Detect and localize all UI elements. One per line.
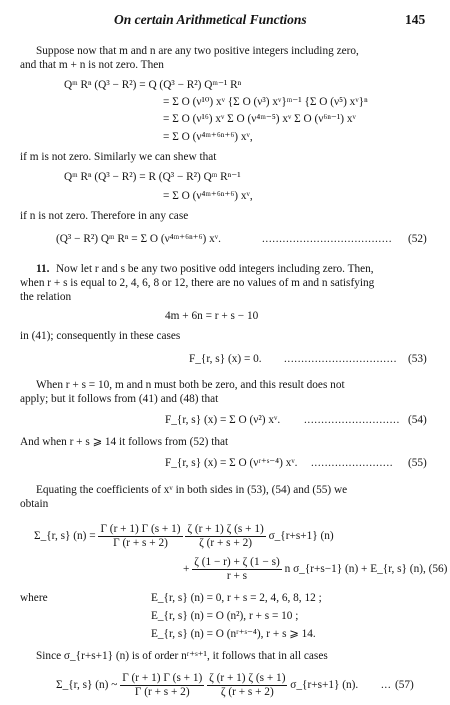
fraction-denominator: ζ (r + s + 2) [199,537,252,549]
fraction-denominator: Γ (r + s + 2) [134,686,190,698]
text-line: obtain [20,498,49,510]
text-line: and that m + n is not zero. Then [20,59,164,71]
equation-term: + [183,563,190,576]
dot-leader: ........................ [311,457,394,469]
equation-line: F_{r, s} (x) = Σ O (ν²) xᵛ. [165,414,281,426]
fraction-numerator: ζ (r + 1) ζ (s + 1) [209,672,286,684]
dot-leader: ................................. [284,353,397,365]
text-line: And when r + s ⩾ 14 it follows from (52) that [20,436,229,448]
equation-line: = Σ O (ν¹⁶) xᵛ Σ O (ν⁴ᵐ⁻⁵) xᵛ Σ O (ν⁶ⁿ⁻¹) xᵛ [163,113,356,125]
fraction [207,672,287,699]
equation-56-line-2 [183,556,447,583]
dot-leader: ... [381,679,392,691]
equation-line: (Q³ − R²) Qᵐ Rⁿ = Σ O (ν⁴ᵐ⁺⁶ⁿ⁺⁶) xᵛ. [56,233,221,245]
text-line: When r + s = 10, m and n must both be zero, and this result does not [36,379,345,391]
fraction-numerator: ζ (1 − r) + ζ (1 − s) [194,556,280,568]
text-line: the relation [20,291,72,303]
equation-line: F_{r, s} (x) = 0. [189,353,262,365]
text-line: if n is not zero. Therefore in any case [20,210,189,222]
equation-line: = Σ O (ν⁴ᵐ⁺⁶ⁿ⁺⁶) xᵛ, [163,190,253,202]
equation-line: E_{r, s} (n) = O (n²), r + s = 10 ; [151,610,299,622]
text-line: Suppose now that m and n are any two positive integers including zero, [36,45,359,57]
equation-number: (55) [408,457,427,469]
equation-line: Qᵐ Rⁿ (Q³ − R²) = R (Q³ − R²) Qᵐ Rⁿ⁻¹ [64,171,241,183]
equation-line: = Σ O (ν¹⁰) xᵛ {Σ O (ν³) xᵛ}ᵐ⁻¹ {Σ O (ν⁵) xᵛ}ⁿ [163,96,368,108]
equation-line: 4m + 6n = r + s − 10 [165,310,259,322]
equation-number: (57) [395,679,414,691]
fraction [185,523,265,550]
fraction [120,672,204,699]
equation-number: (54) [408,414,427,426]
fraction [98,523,182,550]
fraction-denominator: Γ (r + s + 2) [113,537,168,549]
section-number: 11. [36,263,50,275]
text-line: Now let r and s be any two positive odd integers including zero. Then, [56,263,374,275]
text-line: if m is not zero. Similarly we can shew that [20,151,217,163]
dot-leader: ...................................... [262,233,393,245]
running-header: On certain Arithmetical Functions [114,12,307,27]
page-number: 145 [405,12,426,27]
fraction-denominator: r + s [226,570,248,582]
text-line: in (41); consequently in these cases [20,330,181,342]
equation-line: E_{r, s} (n) = O (nʳ⁺ˢ⁻⁴), r + s ⩾ 14. [151,628,316,640]
equation-term: Σ_{r, s} (n) = [34,530,96,543]
fraction [192,556,282,583]
equation-56-line-1 [34,523,334,550]
equation-line: E_{r, s} (n) = 0, r + s = 2, 4, 6, 8, 12 ; [151,592,322,604]
equation-number: (53) [408,353,427,365]
equation-term: σ_{r+s+1} (n) [268,530,334,543]
text-line: when r + s is equal to 2, 4, 6, 8 or 12, there are no values of m and n satisfying [20,277,375,289]
equation-57-line [56,672,358,699]
dot-leader: ............................ [304,414,400,426]
equation-line: Qᵐ Rⁿ (Q³ − R²) = Q (Q³ − R²) Qᵐ⁻¹ Rⁿ [64,79,242,91]
equation-number: (52) [408,233,427,245]
text-line: Since σ_{r+s+1} (n) is of order nʳ⁺ˢ⁺¹, it follows that in all cases [36,650,328,662]
text-line: where [20,592,48,604]
fraction-numerator: Γ (r + 1) Γ (s + 1) [100,523,181,535]
equation-line: F_{r, s} (x) = Σ O (νʳ⁺ˢ⁻⁴) xᵛ. [165,457,298,469]
equation-term: n σ_{r+s−1} (n) + E_{r, s} (n), (56) [284,563,448,576]
equation-term: Σ_{r, s} (n) ~ [56,679,118,692]
fraction-numerator: ζ (r + 1) ζ (s + 1) [187,523,264,535]
text-line: Equating the coefficients of xᵛ in both sides in (53), (54) and (55) we [36,484,348,496]
fraction-denominator: ζ (r + s + 2) [220,686,274,698]
text-line: apply; but it follows from (41) and (48) that [20,393,219,405]
equation-line: = Σ O (ν⁴ᵐ⁺⁶ⁿ⁺⁶) xᵛ, [163,131,253,143]
equation-term: σ_{r+s+1} (n). [290,679,359,692]
fraction-numerator: Γ (r + 1) Γ (s + 1) [122,672,203,684]
